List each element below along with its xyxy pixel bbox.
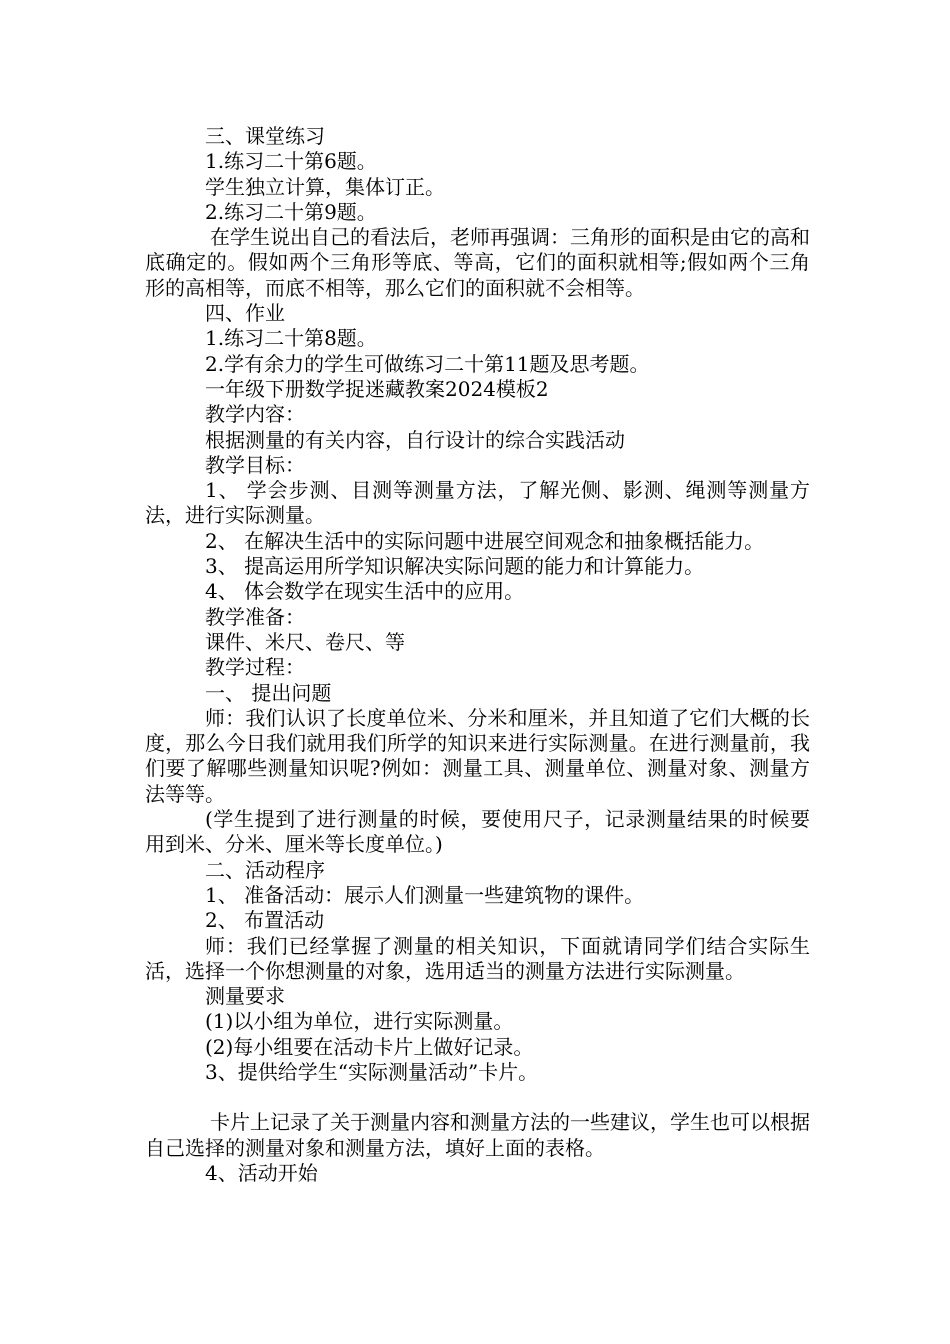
paragraph: 教学准备： bbox=[205, 604, 305, 629]
paragraph: 2、 布置活动 bbox=[205, 908, 325, 933]
paragraph: 根据测量的有关内容，自行设计的综合实践活动 bbox=[205, 427, 625, 452]
document-title: 一年级下册数学捉迷藏教案2024模板2 bbox=[205, 376, 549, 401]
paragraph: 3、 提高运用所学知识解决实际问题的能力和计算能力。 bbox=[205, 554, 705, 579]
paragraph: 教学过程： bbox=[205, 655, 305, 680]
paragraph: (学生提到了进行测量的时候，要使用尺子，记录测量结果的时候要用到米、分米、厘米等长度单位。) bbox=[145, 807, 810, 857]
paragraph: 二、活动程序 bbox=[205, 857, 325, 882]
paragraph: 4、 体会数学在现实生活中的应用。 bbox=[205, 579, 525, 604]
section-heading-homework: 四、作业 bbox=[205, 301, 285, 326]
paragraph: 教学目标： bbox=[205, 452, 305, 477]
paragraph: 教学内容： bbox=[205, 402, 305, 427]
paragraph: 1、 准备活动：展示人们测量一些建筑物的课件。 bbox=[205, 882, 645, 907]
paragraph: 1.练习二十第6题。 bbox=[205, 149, 377, 174]
paragraph: 3、提供给学生“实际测量活动”卡片。 bbox=[205, 1059, 539, 1084]
paragraph: 1.练习二十第8题。 bbox=[205, 326, 377, 351]
paragraph: (2)每小组要在活动卡片上做好记录。 bbox=[205, 1034, 534, 1059]
paragraph: 4、活动开始 bbox=[205, 1160, 318, 1185]
paragraph: 2.练习二十第9题。 bbox=[205, 199, 377, 224]
paragraph: 2、 在解决生活中的实际问题中进展空间观念和抽象概括能力。 bbox=[205, 528, 765, 553]
paragraph: 课件、米尺、卷尺、等 bbox=[205, 629, 405, 654]
document-body bbox=[145, 124, 810, 1186]
section-heading-practice: 三、课堂练习 bbox=[205, 124, 325, 148]
paragraph: 1、 学会步测、目测等测量方法，了解光侧、影测、绳测等测量方法，进行实际测量。 bbox=[145, 478, 810, 528]
blank-line bbox=[145, 1085, 810, 1110]
paragraph: 一、 提出问题 bbox=[205, 680, 332, 705]
paragraph: 测量要求 bbox=[205, 984, 285, 1009]
paragraph: 学生独立计算，集体订正。 bbox=[205, 174, 445, 199]
paragraph: (1)以小组为单位，进行实际测量。 bbox=[205, 1009, 514, 1034]
paragraph: 在学生说出自己的看法后，老师再强调：三角形的面积是由它的高和底确定的。假如两个三角形等底、等高，它们的面积就相等;假如两个三角形的高相等，而底不相等，那么它们的面积就不会相等。 bbox=[145, 225, 810, 300]
paragraph: 卡片上记录了关于测量内容和测量方法的一些建议，学生也可以根据自己选择的测量对象和测量方法，填好上面的表格。 bbox=[145, 1110, 810, 1160]
paragraph: 师：我们已经掌握了测量的相关知识，下面就请同学们结合实际生活，选择一个你想测量的对象，选用适当的测量方法进行实际测量。 bbox=[145, 933, 810, 983]
paragraph: 2.学有余力的学生可做练习二十第11题及思考题。 bbox=[205, 351, 650, 376]
paragraph: 师：我们认识了长度单位米、分米和厘米，并且知道了它们大概的长度，那么今日我们就用我们所学的知识来进行实际测量。在进行测量前，我们要了解哪些测量知识呢?例如：测量工具、测量单位、测量对象、测量方法等等。 bbox=[145, 705, 810, 806]
